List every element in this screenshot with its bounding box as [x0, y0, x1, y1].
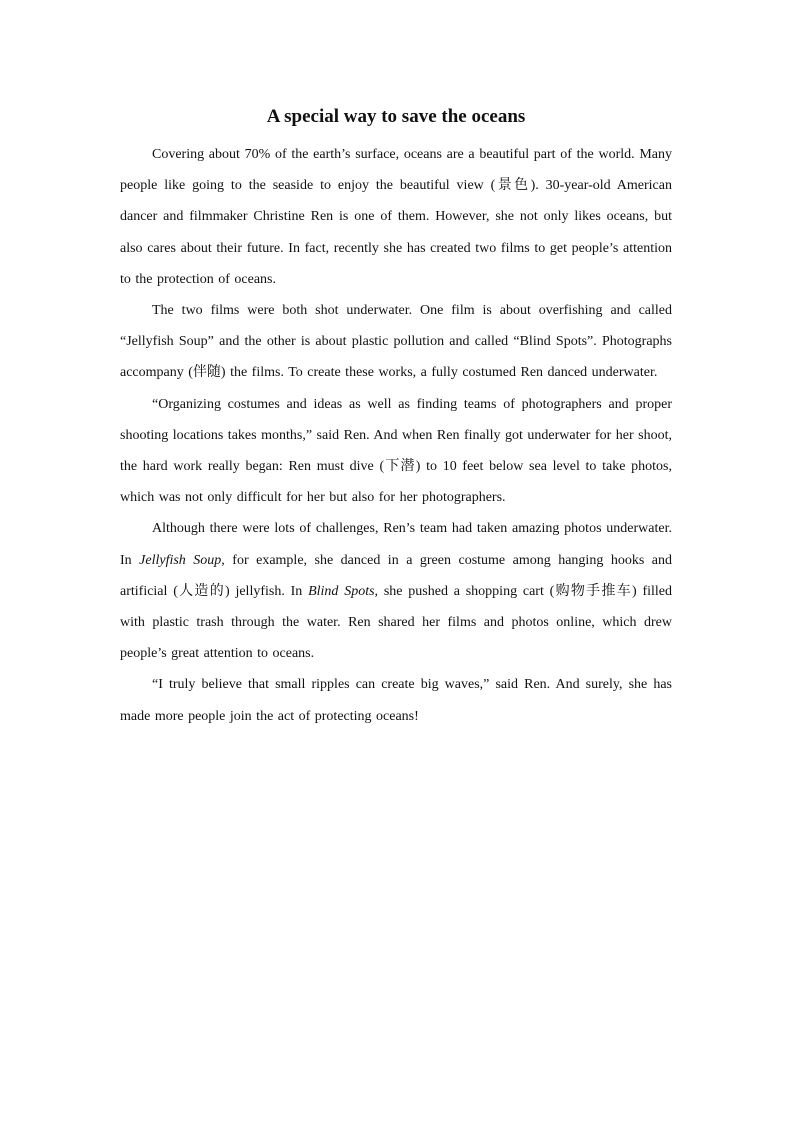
- paragraph-5: [120, 669, 672, 731]
- paragraph-2: [120, 295, 672, 389]
- paragraph-1: [120, 139, 672, 295]
- film-title-jellyfish-soup: Jellyfish Soup: [139, 552, 222, 568]
- paragraph-5-text: “I truly believe that small ripples can create big waves,” said Ren. And surely, she has made more people join the act of protecting oceans!: [120, 677, 672, 724]
- paragraph-4-text-b: , for example, she danced in a green costume among hanging hooks and artificial (人造的) jellyfish. In: [120, 552, 672, 599]
- paragraph-4-text-a: Although there were lots of challenges, Ren’s team had taken amazing photos underwater. In: [120, 521, 672, 568]
- paragraph-4-text-c: , she pushed a shopping cart (购物手推车) filled with plastic trash through the water. Ren shared her films and photos online, which drew people’s great attention to oceans.: [120, 583, 672, 662]
- article-title: A special way to save the oceans: [266, 106, 526, 127]
- paragraph-4: [120, 513, 672, 669]
- paragraph-2-text: The two films were both shot underwater. One film is about overfishing and called “Jellyfish Soup” and the other is about plastic pollution and called “Blind Spots”. Photographs accompany (伴随) the films. To create these works, a fully costumed Ren danced underwater.: [120, 303, 672, 381]
- paragraph-3: [120, 389, 672, 514]
- document-page: [120, 104, 672, 732]
- paragraph-3-text: “Organizing costumes and ideas as well as finding teams of photographers and proper shooting locations takes months,” said Ren. And when Ren finally got underwater for her shoot, the hard work really began: Ren must dive (下潜) to 10 feet below sea level to take photos, which was not only difficult for her but also for her photographers.: [120, 396, 672, 506]
- paragraph-1-text: Covering about 70% of the earth’s surface, oceans are a beautiful part of the world. Many people like going to the seaside to enjoy the beautiful view (景色). 30-year-old American dancer and filmmaker Christine Ren is one of them. However, she not only likes oceans, but also cares about their future. In fact, recently she has created two films to get people’s attention to the protection of oceans.: [120, 147, 672, 287]
- film-title-blind-spots: Blind Spots: [308, 583, 375, 599]
